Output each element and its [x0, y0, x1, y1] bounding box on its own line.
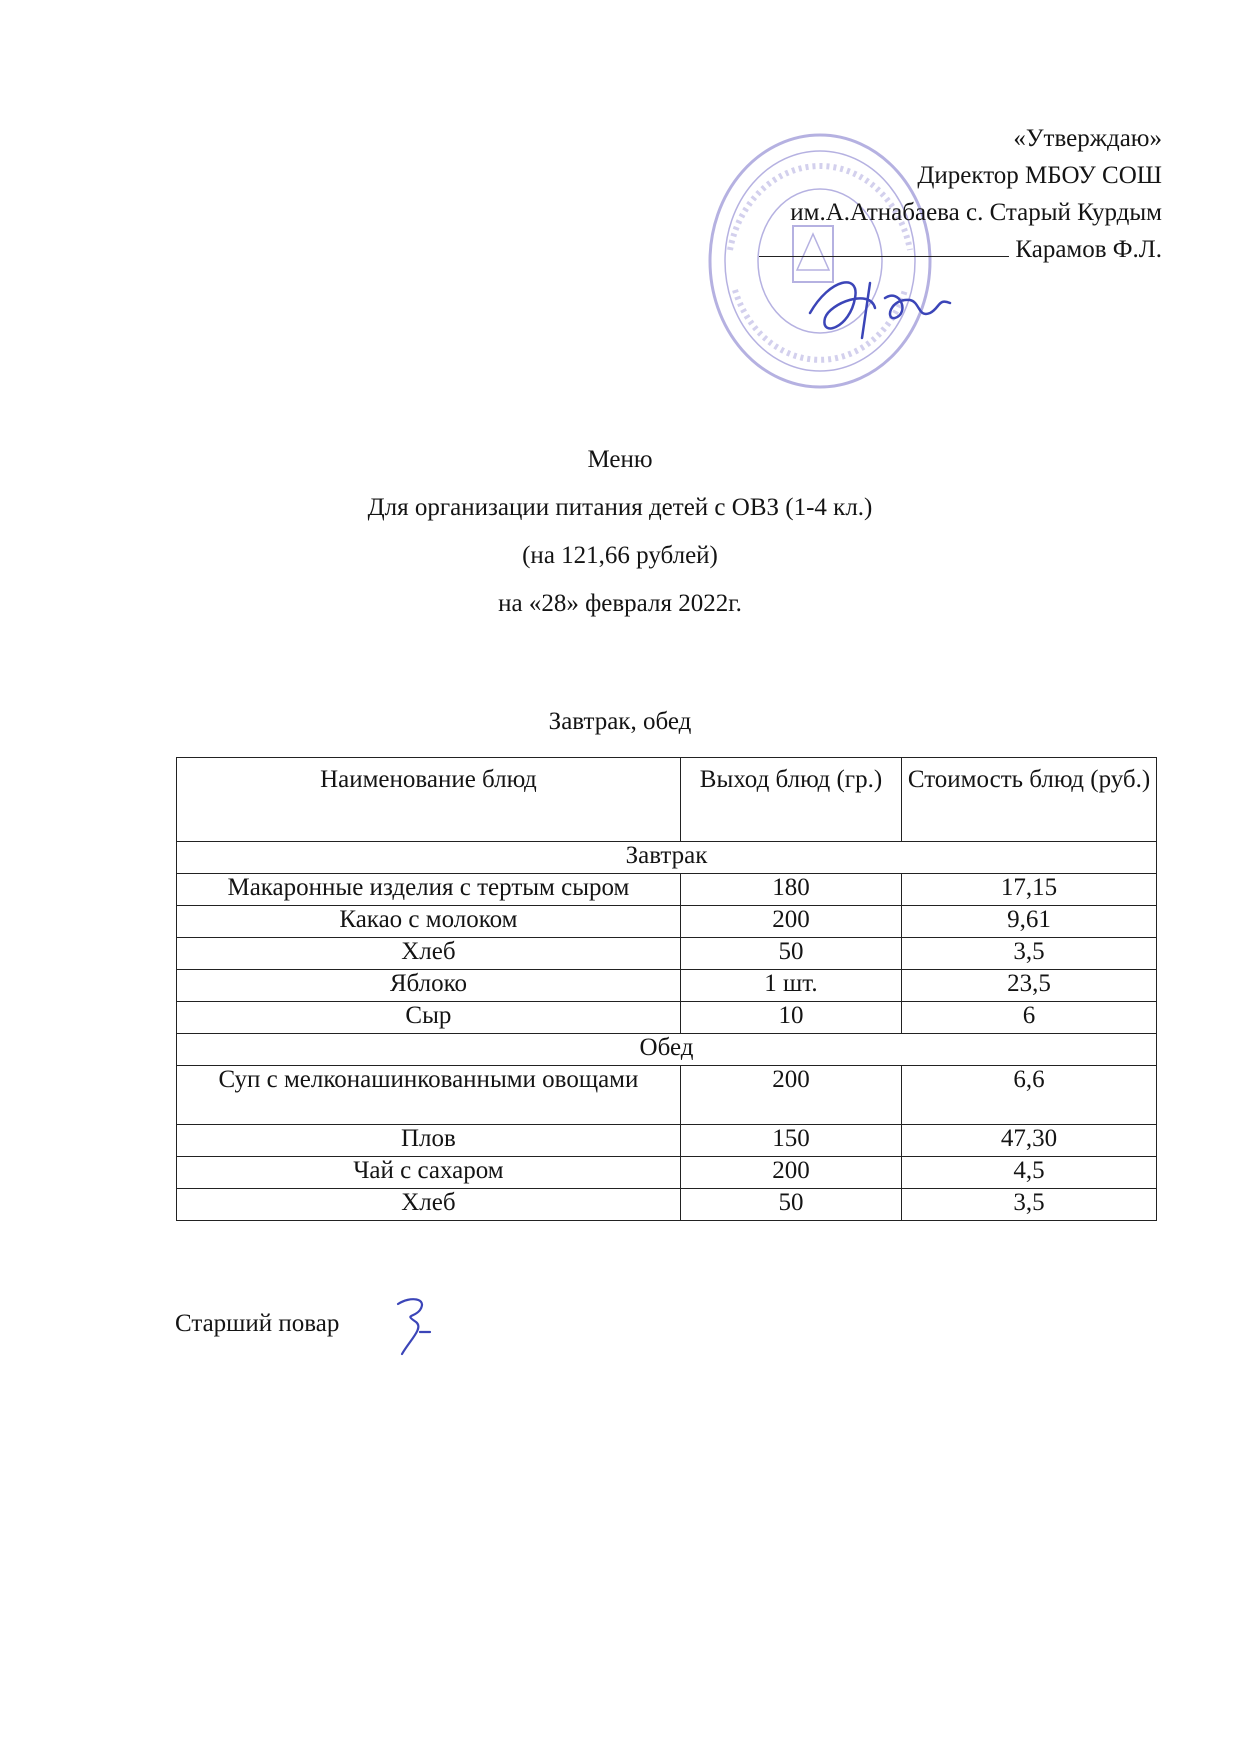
group-row	[177, 842, 1157, 874]
group-name: Обед	[177, 1034, 1157, 1066]
dish-portion: 50	[680, 938, 901, 970]
table-row	[177, 874, 1157, 906]
dish-portion: 1 шт.	[680, 970, 901, 1002]
dish-cost: 23,5	[902, 970, 1157, 1002]
dish-cost: 17,15	[902, 874, 1157, 906]
dish-portion: 50	[680, 1189, 901, 1221]
table-row	[177, 970, 1157, 1002]
approval-position: Директор МБОУ СОШ	[917, 162, 1162, 189]
menu-date: на «28» февраля 2022г.	[498, 590, 742, 617]
dish-cost: 3,5	[902, 1189, 1157, 1221]
table-row	[177, 1002, 1157, 1034]
table-row	[177, 1157, 1157, 1189]
dish-portion: 200	[680, 1157, 901, 1189]
header-cost: Стоимость блюд (руб.)	[902, 758, 1157, 842]
approval-school: им.А.Атнабаева с. Старый Курдым	[790, 199, 1162, 226]
dish-name: Какао с молоком	[177, 906, 681, 938]
menu-title-block	[0, 446, 1240, 638]
menu-title: Меню	[587, 446, 653, 473]
dish-portion: 200	[680, 1066, 901, 1125]
approval-heading: «Утверждаю»	[1013, 125, 1162, 152]
dish-cost: 6,6	[902, 1066, 1157, 1125]
table-row	[177, 938, 1157, 970]
dish-cost: 4,5	[902, 1157, 1157, 1189]
dish-name: Суп с мелконашинкованными овощами	[177, 1066, 681, 1125]
table-row	[177, 1066, 1157, 1125]
head-cook-signature	[390, 1292, 440, 1362]
dish-cost: 6	[902, 1002, 1157, 1034]
dish-portion: 200	[680, 906, 901, 938]
dish-cost: 47,30	[902, 1125, 1157, 1157]
approval-block	[642, 126, 1162, 274]
dish-cost: 9,61	[902, 906, 1157, 938]
approval-director-name: Карамов Ф.Л.	[1015, 236, 1162, 263]
header-portion: Выход блюд (гр.)	[680, 758, 901, 842]
dish-name: Плов	[177, 1125, 681, 1157]
dish-portion: 10	[680, 1002, 901, 1034]
menu-price: (на 121,66 рублей)	[522, 542, 718, 569]
table-header-row	[177, 758, 1157, 842]
dish-portion: 150	[680, 1125, 901, 1157]
approval-signature-line	[642, 237, 1162, 274]
dish-name: Хлеб	[177, 1189, 681, 1221]
menu-subtitle: Для организации питания детей с ОВЗ (1-4 кл.)	[367, 494, 873, 521]
head-cook-label: Старший повар	[175, 1310, 340, 1337]
dish-name: Хлеб	[177, 938, 681, 970]
table-row	[177, 1125, 1157, 1157]
header-dish-name: Наименование блюд	[177, 758, 681, 842]
table-row	[177, 906, 1157, 938]
group-row	[177, 1034, 1157, 1066]
signature-underline	[759, 255, 1009, 257]
dish-name: Сыр	[177, 1002, 681, 1034]
dish-name: Макаронные изделия с тертым сыром	[177, 874, 681, 906]
table-row	[177, 1189, 1157, 1221]
section-title: Завтрак, обед	[548, 708, 692, 735]
dish-portion: 180	[680, 874, 901, 906]
group-name: Завтрак	[177, 842, 1157, 874]
menu-table	[176, 757, 1157, 1221]
dish-name: Яблоко	[177, 970, 681, 1002]
dish-cost: 3,5	[902, 938, 1157, 970]
dish-name: Чай с сахаром	[177, 1157, 681, 1189]
